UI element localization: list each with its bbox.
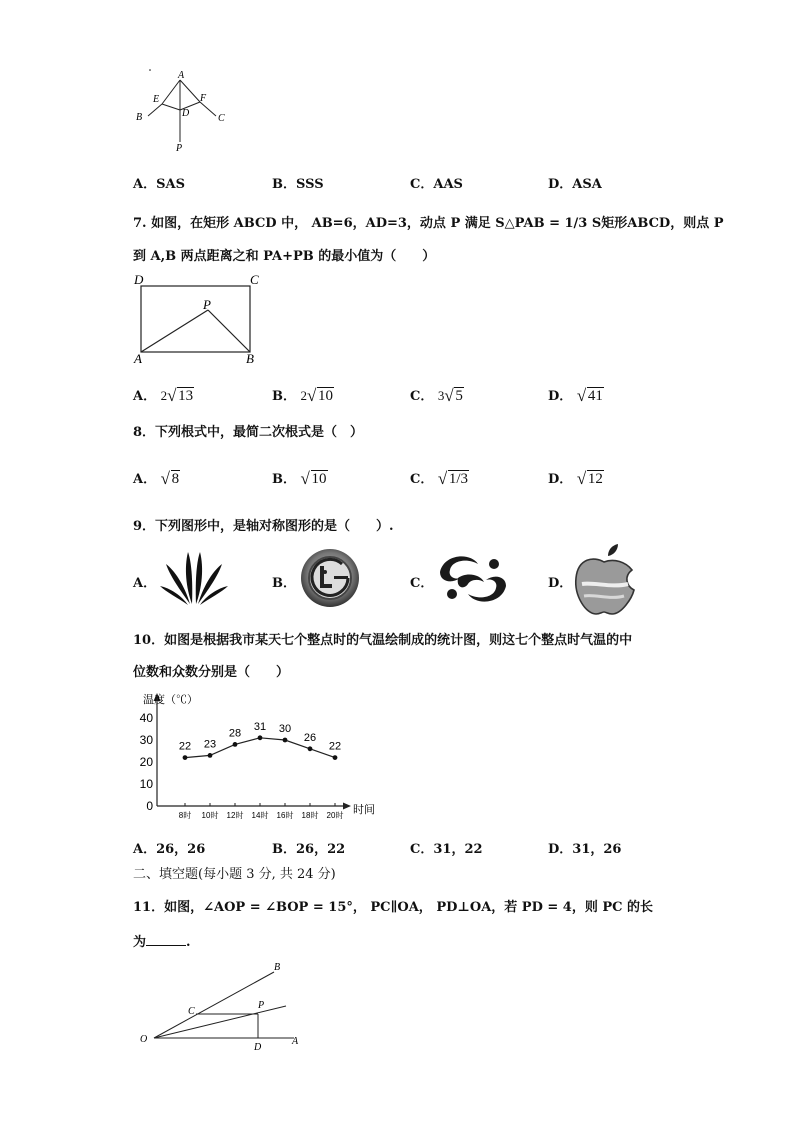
chart-data-point xyxy=(208,753,213,758)
q7-option-b: B． 2 √ 10 xyxy=(272,386,334,405)
chart-data-label: 31 xyxy=(253,720,267,733)
q11-label-d: D xyxy=(254,1042,262,1053)
chart-x-tick-label: 8时 xyxy=(178,811,192,820)
q8-option-b: B． √ 10 xyxy=(272,469,327,488)
q11-answer-blank[interactable] xyxy=(146,933,186,946)
q7-stem-line1: 7. 如图，在矩形 ABCD 中， AB=6，AD=3，动点 P 满足 S△PAB = 1/3 S矩形ABCD，则点 P xyxy=(133,216,724,231)
q11-label-c: C xyxy=(188,1006,195,1017)
q7-stem-line2: 到 A,B 两点距离之和 PA+PB 的最小值为（ ） xyxy=(133,249,436,264)
chart-data-label: 28 xyxy=(228,727,242,740)
chart-y-axis-label: 温度（℃） xyxy=(143,694,198,706)
chart-x-axis-arrow xyxy=(343,803,351,810)
q7-option-d: D． √ 41 xyxy=(548,386,603,405)
chart-x-tick-label: 18时 xyxy=(301,811,319,820)
q9-option-d-letter: D． xyxy=(548,576,573,591)
q8-option-c: C． √ 1/3 xyxy=(410,469,469,488)
q8-option-a: A． √ 8 xyxy=(133,469,180,488)
huawei-logo-icon xyxy=(158,548,230,606)
q7-label-a: A xyxy=(134,351,142,366)
q6-option-c: C．AAS xyxy=(410,177,463,192)
q6-label-p: P xyxy=(176,143,183,154)
q11-label-b: B xyxy=(274,962,281,973)
q6-label-f: F xyxy=(200,93,207,104)
chart-data-label: 23 xyxy=(203,738,217,751)
q9-option-a-letter: A． xyxy=(133,576,157,591)
temperature-chart xyxy=(135,688,395,826)
q10-option-d-text: 31，26 xyxy=(572,842,622,857)
q8-option-d: D． √ 12 xyxy=(548,469,603,488)
q6-label-e: E xyxy=(153,94,160,105)
lg-logo-icon xyxy=(298,548,362,608)
chart-data-point xyxy=(333,755,338,760)
q10-option-b: B．26，22 xyxy=(272,842,346,857)
q7-option-c: C． 3 √ 5 xyxy=(410,386,463,405)
chart-data-point xyxy=(308,746,313,751)
q9-option-c-letter: C． xyxy=(410,576,434,591)
chart-data-label: 22 xyxy=(178,740,192,753)
q7-label-d: D xyxy=(134,272,144,287)
q11-stem-line1: 11．如图，∠AOP = ∠BOP = 15°， PC∥OA， PD⊥OA，若 PD = 4，则 PC 的长 xyxy=(133,900,654,915)
swirl-logo-icon xyxy=(434,550,512,608)
chart-data-point xyxy=(258,735,263,740)
chart-data-point xyxy=(233,742,238,747)
q10-stem-line1: 10．如图是根据我市某天七个整点时的气温绘制成的统计图，则这七个整点时气温的中 xyxy=(133,633,633,648)
q7-label-c: C xyxy=(250,272,259,287)
q6-option-d-text: ASA xyxy=(572,177,602,192)
q6-label-c: C xyxy=(218,113,225,124)
q11-label-p: P xyxy=(258,1000,265,1011)
q7-label-b: B xyxy=(246,351,254,366)
chart-data-label: 26 xyxy=(303,731,317,744)
chart-x-tick-label: 10时 xyxy=(201,811,219,820)
chart-x-tick-label: 16时 xyxy=(276,811,294,820)
q11-figure xyxy=(134,958,314,1056)
q7-figure xyxy=(130,270,270,368)
q10-option-b-text: 26，22 xyxy=(296,842,346,857)
chart-y-tick-label: 10 xyxy=(139,777,153,791)
q10-option-c-text: 31，22 xyxy=(433,842,483,857)
chart-data-point xyxy=(283,738,288,743)
q6-option-d: D．ASA xyxy=(548,177,602,192)
q11-label-a: A xyxy=(292,1036,299,1047)
q6-label-d: D xyxy=(182,108,190,119)
chart-y-tick-label: 0 xyxy=(146,799,153,813)
chart-y-tick-label: 40 xyxy=(139,711,153,725)
q10-option-c: C．31，22 xyxy=(410,842,483,857)
q6-option-b-text: SSS xyxy=(296,177,324,192)
q9-option-b-letter: B． xyxy=(272,576,296,591)
q11-stem-line2: 为 . xyxy=(133,935,191,950)
chart-y-tick-label: 20 xyxy=(139,755,153,769)
chart-x-axis-label: 时间 xyxy=(353,804,375,816)
q6-option-a-text: SAS xyxy=(156,177,185,192)
chart-y-tick-label: 30 xyxy=(139,733,153,747)
apple-logo-icon xyxy=(572,542,636,616)
q11-label-o: O xyxy=(140,1034,148,1045)
q9-stem: 9．下列图形中，是轴对称图形的是（ ）. xyxy=(133,519,394,534)
q6-label-a: A xyxy=(178,70,185,81)
chart-x-tick-label: 20时 xyxy=(326,811,344,820)
section-2-title: 二、填空题(每小题 3 分, 共 24 分) xyxy=(133,867,336,882)
q8-stem: 8．下列根式中，最简二次根式是（ ） xyxy=(133,425,364,440)
q7-label-p: P xyxy=(203,297,211,312)
q6-option-a: A．SAS xyxy=(133,177,185,192)
q6-figure xyxy=(130,66,240,156)
chart-data-label: 22 xyxy=(328,740,342,753)
q10-option-a-text: 26，26 xyxy=(156,842,206,857)
q7-option-a: A． 2 √ 13 xyxy=(133,386,194,405)
chart-data-label: 30 xyxy=(278,723,292,735)
chart-data-point xyxy=(183,755,188,760)
q10-option-d: D．31，26 xyxy=(548,842,622,857)
q6-option-c-text: AAS xyxy=(433,177,463,192)
chart-x-tick-label: 12时 xyxy=(226,811,244,820)
q10-stem-line2: 位数和众数分别是（ ） xyxy=(133,665,290,680)
chart-x-tick-label: 14时 xyxy=(251,811,269,820)
q10-option-a: A．26，26 xyxy=(133,842,206,857)
q6-option-b: B．SSS xyxy=(272,177,324,192)
q6-label-b: B xyxy=(136,112,143,123)
